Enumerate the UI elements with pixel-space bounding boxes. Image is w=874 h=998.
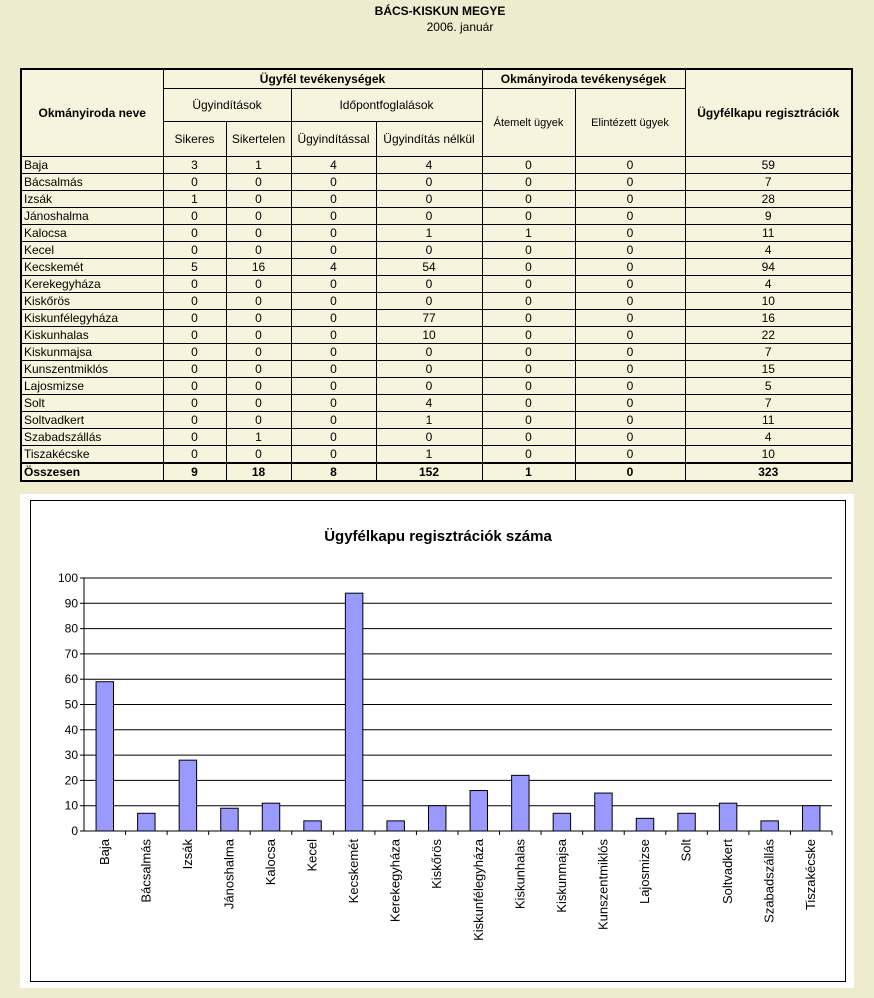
value-cell: 0	[482, 378, 575, 395]
value-cell: 0	[575, 157, 685, 174]
value-cell: 0	[226, 174, 291, 191]
value-cell: 0	[376, 174, 482, 191]
office-name-cell: Jánoshalma	[21, 208, 163, 225]
table-row	[21, 259, 852, 276]
value-cell: 5	[163, 259, 226, 276]
value-cell: 0	[482, 310, 575, 327]
total-value: 152	[376, 463, 482, 481]
value-cell: 0	[575, 344, 685, 361]
x-tick-label: Kiskunfélegyháza	[470, 839, 486, 941]
group-header-okmanyiroda: Okmányiroda tevékenységek	[482, 69, 685, 89]
value-cell: 0	[291, 310, 376, 327]
x-tick-label: Kerekegyháza	[387, 839, 403, 923]
table-row	[21, 208, 852, 225]
col-header-name: Okmányiroda neve	[21, 69, 163, 157]
value-cell: 54	[376, 259, 482, 276]
value-cell: 4	[291, 259, 376, 276]
table-row	[21, 242, 852, 259]
report-table	[20, 68, 853, 482]
table-row	[21, 293, 852, 310]
col-header-ugyinditassal: Ügyindítással	[291, 122, 376, 157]
value-cell: 0	[376, 276, 482, 293]
value-cell: 1	[376, 225, 482, 242]
x-tick-label: Kecel	[304, 839, 320, 872]
value-cell: 0	[226, 378, 291, 395]
value-cell: 0	[291, 327, 376, 344]
x-tick-label: Szabadszállás	[761, 839, 777, 923]
office-name-cell: Soltvadkert	[21, 412, 163, 429]
value-cell: 1	[376, 412, 482, 429]
col-header-ugyfelkapu: Ügyfélkapu regisztrációk	[685, 69, 852, 157]
value-cell: 0	[291, 208, 376, 225]
col-header-sikertelen: Sikertelen	[226, 122, 291, 157]
value-cell: 1	[482, 225, 575, 242]
office-name-cell: Kiskunfélegyháza	[21, 310, 163, 327]
value-cell: 0	[376, 208, 482, 225]
value-cell: 0	[291, 344, 376, 361]
value-cell: 0	[291, 446, 376, 464]
bar	[262, 803, 279, 831]
chart-area	[20, 494, 854, 988]
value-cell: 0	[575, 225, 685, 242]
bar	[719, 803, 736, 831]
office-name-cell: Kecskemét	[21, 259, 163, 276]
x-tick-label: Tiszakécske	[803, 839, 819, 911]
value-cell: 0	[482, 429, 575, 446]
value-cell: 1	[163, 191, 226, 208]
x-tick-label: Kiskunhalas	[512, 839, 528, 910]
value-cell: 0	[226, 310, 291, 327]
value-cell: 0	[163, 276, 226, 293]
value-cell: 0	[226, 361, 291, 378]
bar	[387, 821, 404, 831]
value-cell: 0	[482, 344, 575, 361]
bar	[512, 775, 529, 831]
x-tick-label: Bácsalmás	[138, 839, 154, 903]
total-value: 9	[163, 463, 226, 481]
table-row	[21, 276, 852, 293]
chart-title: Ügyfélkapu regisztrációk száma	[324, 528, 552, 545]
value-cell: 4	[685, 276, 852, 293]
y-tick-label: 30	[64, 748, 78, 763]
value-cell: 0	[291, 225, 376, 242]
value-cell: 0	[226, 293, 291, 310]
value-cell: 0	[291, 395, 376, 412]
value-cell: 0	[376, 344, 482, 361]
value-cell: 7	[685, 174, 852, 191]
office-name-cell: Szabadszállás	[21, 429, 163, 446]
value-cell: 0	[226, 446, 291, 464]
value-cell: 0	[291, 429, 376, 446]
value-cell: 0	[291, 412, 376, 429]
x-tick-label: Jánoshalma	[221, 839, 237, 910]
bar	[802, 806, 819, 831]
value-cell: 0	[163, 310, 226, 327]
value-cell: 0	[482, 327, 575, 344]
y-tick-label: 90	[64, 596, 78, 611]
y-tick-label: 0	[71, 824, 78, 838]
bar	[221, 808, 238, 831]
value-cell: 11	[685, 412, 852, 429]
total-value: 18	[226, 463, 291, 481]
bar-chart	[31, 501, 845, 981]
value-cell: 0	[575, 293, 685, 310]
value-cell: 16	[685, 310, 852, 327]
table-row	[21, 395, 852, 412]
value-cell: 4	[376, 395, 482, 412]
value-cell: 0	[482, 157, 575, 174]
table-row	[21, 191, 852, 208]
table-row	[21, 412, 852, 429]
value-cell: 0	[482, 446, 575, 464]
value-cell: 0	[575, 310, 685, 327]
office-name-cell: Izsák	[21, 191, 163, 208]
bar	[179, 760, 196, 831]
y-tick-label: 80	[64, 621, 78, 636]
value-cell: 0	[163, 225, 226, 242]
value-cell: 0	[291, 293, 376, 310]
value-cell: 0	[575, 378, 685, 395]
value-cell: 0	[376, 293, 482, 310]
office-name-cell: Solt	[21, 395, 163, 412]
value-cell: 22	[685, 327, 852, 344]
x-tick-label: Solt	[678, 839, 694, 862]
total-row	[21, 463, 852, 481]
x-tick-label: Kiskőrös	[429, 839, 445, 889]
bar	[595, 793, 612, 831]
value-cell: 4	[685, 242, 852, 259]
value-cell: 0	[482, 191, 575, 208]
value-cell: 5	[685, 378, 852, 395]
value-cell: 0	[163, 327, 226, 344]
x-tick-label: Soltvadkert	[720, 839, 736, 905]
x-tick-label: Kunszentmiklós	[595, 839, 611, 931]
total-value: 0	[575, 463, 685, 481]
value-cell: 0	[376, 429, 482, 446]
value-cell: 0	[575, 395, 685, 412]
bar	[345, 593, 362, 831]
office-name-cell: Kunszentmiklós	[21, 361, 163, 378]
value-cell: 0	[163, 412, 226, 429]
value-cell: 0	[482, 208, 575, 225]
value-cell: 3	[163, 157, 226, 174]
value-cell: 0	[291, 174, 376, 191]
value-cell: 0	[482, 276, 575, 293]
col-header-elintezett: Elintézett ügyek	[575, 89, 685, 157]
table-row	[21, 225, 852, 242]
value-cell: 0	[575, 208, 685, 225]
value-cell: 1	[226, 429, 291, 446]
total-value: 8	[291, 463, 376, 481]
table-row	[21, 174, 852, 191]
value-cell: 0	[163, 446, 226, 464]
value-cell: 0	[575, 242, 685, 259]
value-cell: 0	[376, 378, 482, 395]
value-cell: 0	[163, 174, 226, 191]
y-tick-label: 50	[64, 697, 78, 712]
value-cell: 0	[163, 395, 226, 412]
y-tick-label: 10	[64, 798, 78, 813]
chart-frame	[30, 500, 846, 982]
value-cell: 0	[575, 174, 685, 191]
bar	[138, 813, 155, 831]
value-cell: 0	[291, 191, 376, 208]
total-value: 323	[685, 463, 852, 481]
bar	[678, 813, 695, 831]
y-tick-label: 60	[64, 672, 78, 687]
value-cell: 0	[575, 276, 685, 293]
y-tick-label: 20	[64, 773, 78, 788]
value-cell: 4	[376, 157, 482, 174]
value-cell: 0	[575, 327, 685, 344]
office-name-cell: Baja	[21, 157, 163, 174]
x-tick-label: Kecskemét	[346, 839, 362, 904]
value-cell: 0	[482, 242, 575, 259]
x-tick-label: Kalocsa	[263, 839, 278, 886]
value-cell: 4	[291, 157, 376, 174]
value-cell: 10	[685, 446, 852, 464]
value-cell: 11	[685, 225, 852, 242]
y-tick-label: 70	[64, 646, 78, 661]
office-name-cell: Kalocsa	[21, 225, 163, 242]
x-tick-label: Lajosmizse	[637, 839, 652, 905]
value-cell: 15	[685, 361, 852, 378]
value-cell: 0	[575, 429, 685, 446]
value-cell: 0	[226, 191, 291, 208]
subgroup-header-idopontfoglalasok: Időpontfoglalások	[291, 89, 482, 122]
value-cell: 0	[163, 429, 226, 446]
bar	[636, 818, 653, 831]
office-name-cell: Lajosmizse	[21, 378, 163, 395]
col-header-ugyinditas-nelkul: Ügyindítás nélkül	[376, 122, 482, 157]
value-cell: 0	[163, 208, 226, 225]
total-value: 1	[482, 463, 575, 481]
value-cell: 0	[291, 378, 376, 395]
value-cell: 0	[163, 293, 226, 310]
value-cell: 0	[163, 242, 226, 259]
value-cell: 4	[685, 429, 852, 446]
value-cell: 94	[685, 259, 852, 276]
value-cell: 9	[685, 208, 852, 225]
value-cell: 0	[482, 361, 575, 378]
page-title: BÁCS-KISKUN MEGYE	[374, 4, 506, 18]
col-header-atemelt: Átemelt ügyek	[482, 89, 575, 157]
page-subtitle: 2006. január	[426, 20, 494, 34]
value-cell: 0	[482, 259, 575, 276]
value-cell: 0	[482, 412, 575, 429]
table-row	[21, 378, 852, 395]
value-cell: 0	[376, 242, 482, 259]
bar	[553, 813, 570, 831]
bar	[428, 806, 445, 831]
value-cell: 7	[685, 395, 852, 412]
value-cell: 0	[291, 361, 376, 378]
x-tick-label: Izsák	[179, 839, 195, 870]
value-cell: 77	[376, 310, 482, 327]
office-name-cell: Bácsalmás	[21, 174, 163, 191]
value-cell: 16	[226, 259, 291, 276]
value-cell: 0	[482, 293, 575, 310]
value-cell: 0	[376, 191, 482, 208]
col-header-sikeres: Sikeres	[163, 122, 226, 157]
table-row	[21, 429, 852, 446]
value-cell: 0	[163, 361, 226, 378]
value-cell: 0	[575, 259, 685, 276]
value-cell: 1	[376, 446, 482, 464]
office-name-cell: Kiskőrös	[21, 293, 163, 310]
table-row	[21, 446, 852, 464]
value-cell: 0	[226, 276, 291, 293]
value-cell: 0	[575, 191, 685, 208]
value-cell: 0	[226, 225, 291, 242]
value-cell: 0	[482, 174, 575, 191]
value-cell: 0	[226, 242, 291, 259]
bar	[470, 791, 487, 831]
value-cell: 28	[685, 191, 852, 208]
bar	[761, 821, 778, 831]
x-tick-label: Baja	[96, 839, 112, 866]
x-tick-label: Kiskunmajsa	[553, 839, 569, 913]
y-tick-label: 100	[57, 571, 78, 585]
office-name-cell: Kerekegyháza	[21, 276, 163, 293]
value-cell: 0	[163, 344, 226, 361]
value-cell: 0	[163, 378, 226, 395]
value-cell: 0	[226, 395, 291, 412]
value-cell: 10	[685, 293, 852, 310]
table-row	[21, 361, 852, 378]
total-label: Összesen	[21, 463, 163, 481]
value-cell: 0	[575, 446, 685, 464]
value-cell: 0	[226, 412, 291, 429]
value-cell: 0	[226, 208, 291, 225]
value-cell: 59	[685, 157, 852, 174]
value-cell: 10	[376, 327, 482, 344]
office-name-cell: Kecel	[21, 242, 163, 259]
y-tick-label: 40	[64, 722, 78, 737]
office-name-cell: Kiskunmajsa	[21, 344, 163, 361]
value-cell: 0	[226, 344, 291, 361]
value-cell: 0	[482, 395, 575, 412]
value-cell: 0	[376, 361, 482, 378]
value-cell: 7	[685, 344, 852, 361]
value-cell: 0	[226, 327, 291, 344]
value-cell: 0	[291, 242, 376, 259]
subgroup-header-ugyinditasok: Ügyindítások	[163, 89, 291, 122]
bar	[304, 821, 321, 831]
table-row	[21, 310, 852, 327]
value-cell: 0	[291, 276, 376, 293]
table-row	[21, 327, 852, 344]
office-name-cell: Tiszakécske	[21, 446, 163, 464]
table-row	[21, 344, 852, 361]
value-cell: 1	[226, 157, 291, 174]
bar	[96, 682, 113, 831]
table-row	[21, 157, 852, 174]
office-name-cell: Kiskunhalas	[21, 327, 163, 344]
page-header	[0, 0, 874, 40]
group-header-ugyfel: Ügyfél tevékenységek	[163, 69, 482, 89]
value-cell: 0	[575, 361, 685, 378]
value-cell: 0	[575, 412, 685, 429]
